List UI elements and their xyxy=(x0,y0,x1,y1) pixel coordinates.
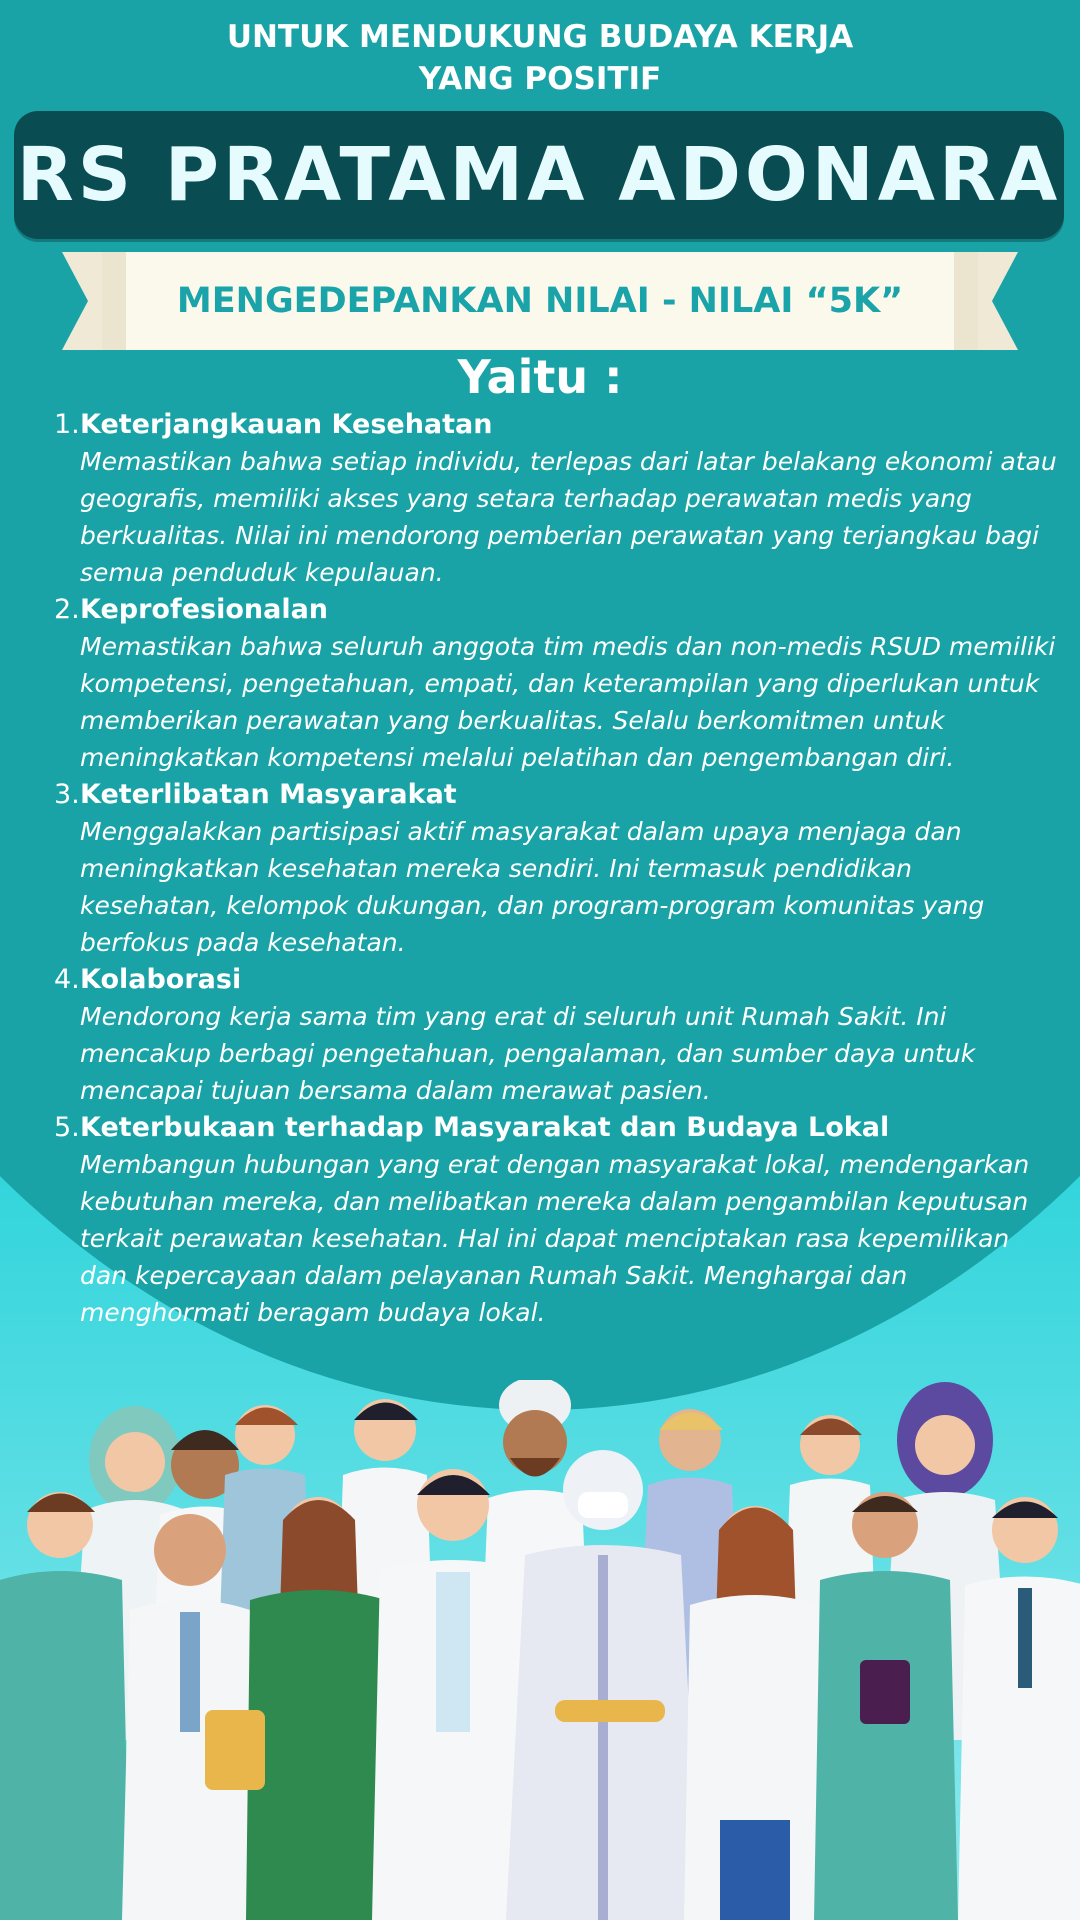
tagline-line-1: UNTUK MENDUKUNG BUDAYA KERJA xyxy=(226,19,854,55)
value-item xyxy=(0,591,1080,776)
tagline-line-2: YANG POSITIF xyxy=(418,61,662,97)
value-number: 4. xyxy=(54,964,80,995)
medical-staff-illustration xyxy=(0,1380,1080,1920)
values-list xyxy=(0,406,1080,1331)
value-title: Kolaborasi xyxy=(80,964,242,995)
value-title: Keterlibatan Masyarakat xyxy=(80,779,457,810)
ribbon-banner xyxy=(62,252,1018,350)
value-item xyxy=(0,776,1080,961)
value-description: Memastikan bahwa setiap individu, terlepas dari latar belakang ekonomi atau geografis, memiliki akses yang setara terhadap perawatan medis yang berkualitas. Nilai ini mendorong pemberian perawatan yang terjangkau bagi semua penduduk kepulauan. xyxy=(80,447,1057,587)
title-box xyxy=(14,111,1064,239)
intro-heading: Yaitu : xyxy=(457,350,623,404)
value-number: 3. xyxy=(54,779,80,810)
value-title: Keterjangkauan Kesehatan xyxy=(80,409,493,440)
page-title: RS PRATAMA ADONARA xyxy=(16,132,1062,218)
value-description: Membangun hubungan yang erat dengan masyarakat lokal, mendengarkan kebutuhan mereka, dan melibatkan mereka dalam pengambilan keputusan terkait perawatan kesehatan. Hal ini dapat menciptakan rasa kepemilikan dan kepercayaan dalam pelayanan Rumah Sakit. Menghargai dan menghormati beragam budaya lokal. xyxy=(80,1150,1030,1327)
value-description: Mendorong kerja sama tim yang erat di seluruh unit Rumah Sakit. Ini mencakup berbagi pengetahuan, pengalaman, dan sumber daya untuk mencapai tujuan bersama dalam merawat pasien. xyxy=(80,1002,976,1105)
value-item xyxy=(0,961,1080,1109)
value-description: Menggalakkan partisipasi aktif masyarakat dalam upaya menjaga dan meningkatkan kesehatan mereka sendiri. Ini termasuk pendidikan kesehatan, kelompok dukungan, dan program-program komunitas yang berfokus pada kesehatan. xyxy=(80,817,985,957)
value-title: Keterbukaan terhadap Masyarakat dan Budaya Lokal xyxy=(80,1112,890,1143)
value-title: Keprofesionalan xyxy=(80,594,329,625)
value-item xyxy=(0,406,1080,591)
header-tagline xyxy=(0,16,1080,100)
value-number: 2. xyxy=(54,594,80,625)
value-number: 5. xyxy=(54,1112,80,1143)
value-number: 1. xyxy=(54,409,80,440)
banner-text: MENGEDEPANKAN NILAI - NILAI “5K” xyxy=(176,281,904,321)
value-item xyxy=(0,1109,1080,1331)
value-description: Memastikan bahwa seluruh anggota tim medis dan non-medis RSUD memiliki kompetensi, pengetahuan, empati, dan keterampilan yang diperlukan untuk memberikan perawatan yang berkualitas. Selalu berkomitmen untuk meningkatkan kompetensi melalui pelatihan dan pengembangan diri. xyxy=(80,632,1056,772)
